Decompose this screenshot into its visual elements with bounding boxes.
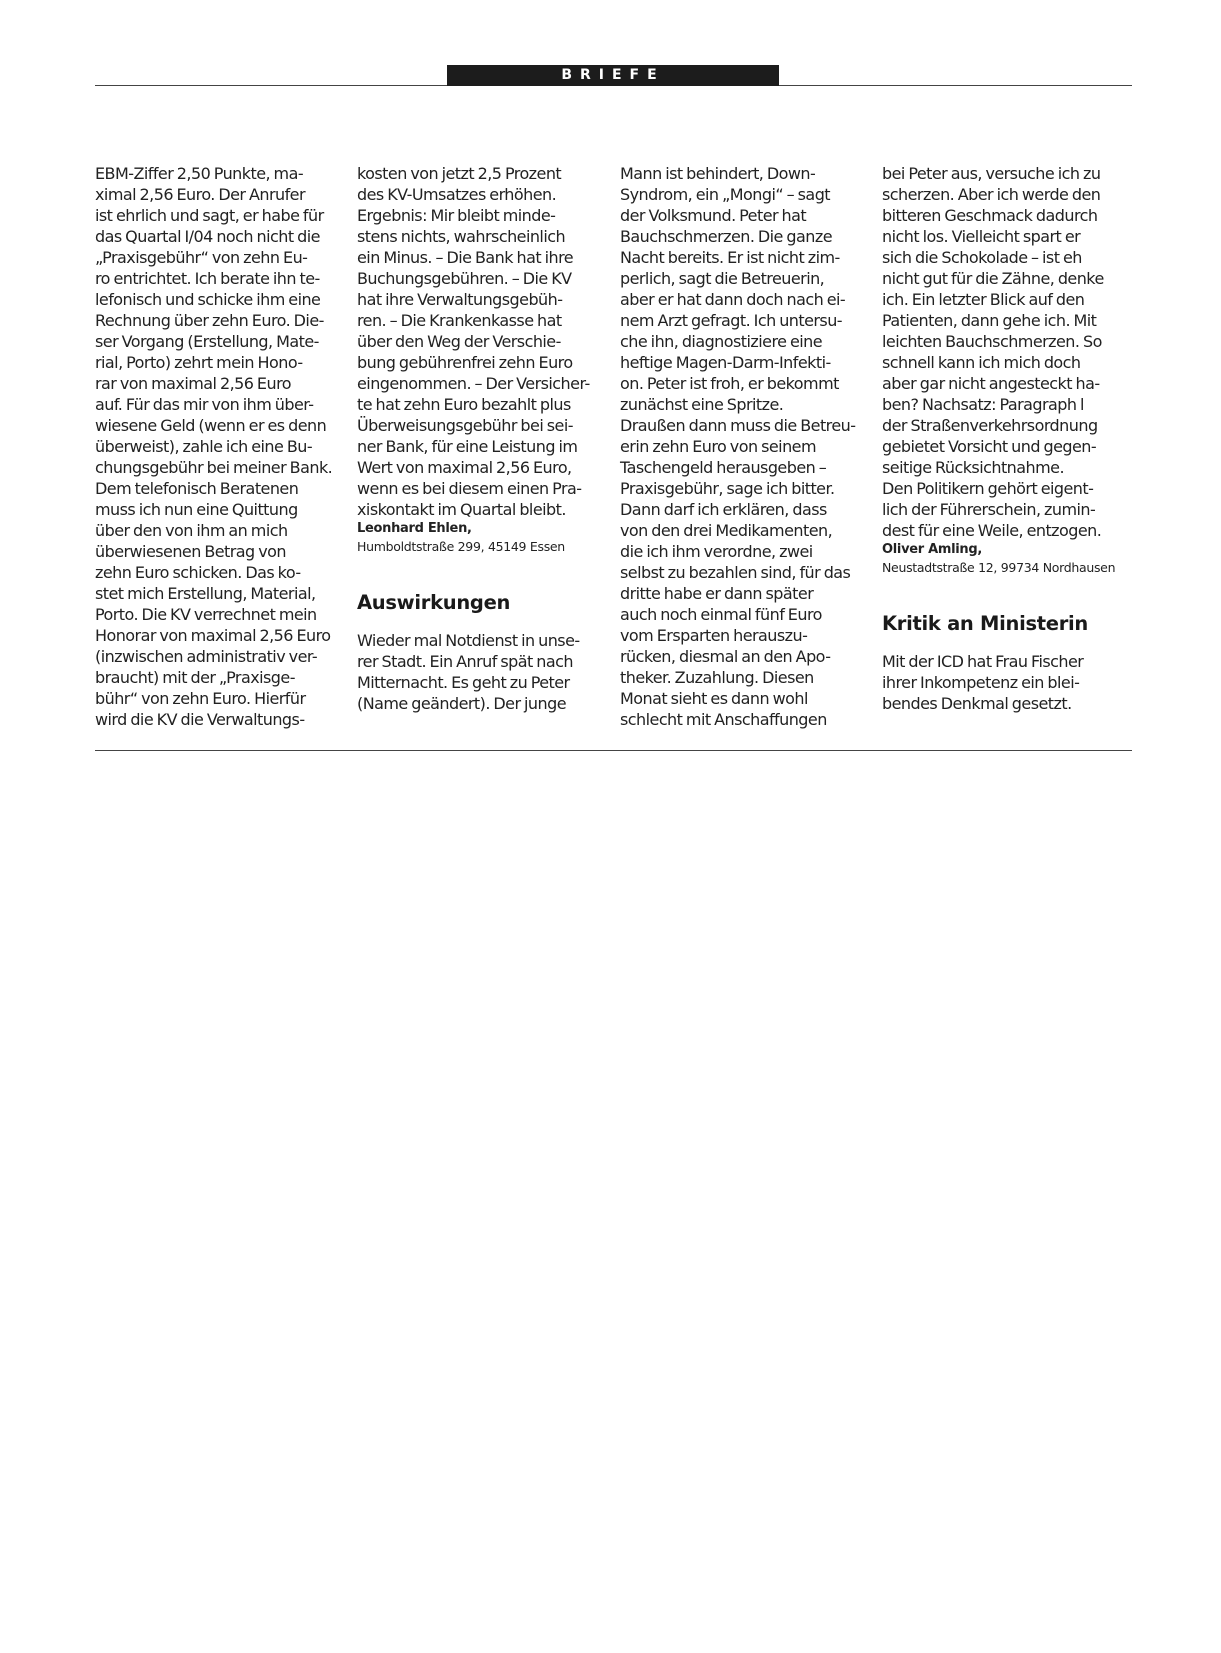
column-2 xyxy=(357,163,609,714)
text-line: Porto. Die KV verrechnet mein xyxy=(95,605,317,624)
text-line: von den drei Medikamenten, xyxy=(620,521,833,540)
text-line: ben? Nachsatz: Paragraph l xyxy=(882,395,1084,414)
text-line: zehn Euro schicken. Das ko- xyxy=(95,563,301,582)
text-line: schlecht mit Anschaffungen xyxy=(620,710,827,729)
text-line: muss ich nun eine Quittung xyxy=(95,500,298,519)
text-line: Honorar von maximal 2,56 Euro xyxy=(95,626,331,645)
text-line: die ich ihm verordne, zwei xyxy=(620,542,813,561)
bottom-rule xyxy=(95,750,1132,751)
letter-address: Humboldtstraße 299, 45149 Essen xyxy=(357,539,565,554)
text-line: (inzwischen administrativ ver- xyxy=(95,647,318,666)
text-line: Wieder mal Notdienst in unse- xyxy=(357,631,580,650)
text-line: ximal 2,56 Euro. Der Anrufer xyxy=(95,185,305,204)
letter-author: Leonhard Ehlen, xyxy=(357,521,472,536)
text-line: zunächst eine Spritze. xyxy=(620,395,784,414)
text-line: aber gar nicht angesteckt ha- xyxy=(882,374,1100,393)
text-line: lefonisch und schicke ihm eine xyxy=(95,290,321,309)
text-line: auch noch einmal fünf Euro xyxy=(620,605,822,624)
letter-body xyxy=(357,630,609,714)
text-line: kosten von jetzt 2,5 Prozent xyxy=(357,164,562,183)
letter-heading: Kritik an Ministerin xyxy=(882,612,1088,635)
text-line: Mitternacht. Es geht zu Peter xyxy=(357,673,570,692)
text-line: bühr“ von zehn Euro. Hierfür xyxy=(95,689,306,708)
text-line: Bauchschmerzen. Die ganze xyxy=(620,227,832,246)
text-line: ist ehrlich und sagt, er habe für xyxy=(95,206,324,225)
text-line: auf. Für das mir von ihm über- xyxy=(95,395,314,414)
letter-body xyxy=(620,163,872,730)
text-line: eingenommen. – Der Versicher- xyxy=(357,374,590,393)
text-line: Draußen dann muss die Betreu- xyxy=(620,416,856,435)
text-line: Dem telefonisch Beratenen xyxy=(95,479,299,498)
text-line: das Quartal I/04 noch nicht die xyxy=(95,227,320,246)
text-line: rücken, diesmal an den Apo- xyxy=(620,647,831,666)
text-line: heftige Magen-Darm-Infekti- xyxy=(620,353,831,372)
text-line: Nacht bereits. Er ist nicht zim- xyxy=(620,248,840,267)
letter-body xyxy=(882,651,1134,714)
text-line: lich der Führerschein, zumin- xyxy=(882,500,1096,519)
text-line: bei Peter aus, versuche ich zu xyxy=(882,164,1101,183)
text-line: chungsgebühr bei meiner Bank. xyxy=(95,458,333,477)
text-line: Wert von maximal 2,56 Euro, xyxy=(357,458,572,477)
text-line: ein Minus. – Die Bank hat ihre xyxy=(357,248,574,267)
text-line: seitige Rücksichtnahme. xyxy=(882,458,1064,477)
text-line: on. Peter ist froh, er bekommt xyxy=(620,374,839,393)
text-line: nem Arzt gefragt. Ich untersu- xyxy=(620,311,843,330)
text-line: aber er hat dann doch nach ei- xyxy=(620,290,846,309)
text-line: rial, Porto) zehrt mein Hono- xyxy=(95,353,303,372)
text-line: über den von ihm an mich xyxy=(95,521,288,540)
text-line: dest für eine Weile, entzogen. xyxy=(882,521,1102,540)
text-line: des KV-Umsatzes erhöhen. xyxy=(357,185,557,204)
text-line: ich. Ein letzter Blick auf den xyxy=(882,290,1085,309)
text-line: der Volksmund. Peter hat xyxy=(620,206,807,225)
text-line: ihrer Inkompetenz ein blei- xyxy=(882,673,1080,692)
text-line: wiesene Geld (wenn er es denn xyxy=(95,416,327,435)
text-line: Taschengeld herausgeben – xyxy=(620,458,827,477)
text-line: theker. Zuzahlung. Diesen xyxy=(620,668,814,687)
text-line: ren. – Die Krankenkasse hat xyxy=(357,311,562,330)
text-line: schnell kann ich mich doch xyxy=(882,353,1081,372)
text-line: rer Stadt. Ein Anruf spät nach xyxy=(357,652,573,671)
text-line: Patienten, dann gehe ich. Mit xyxy=(882,311,1097,330)
text-line: Monat sieht es dann wohl xyxy=(620,689,808,708)
text-line: selbst zu bezahlen sind, für das xyxy=(620,563,851,582)
text-line: xiskontakt im Quartal bleibt. xyxy=(357,500,566,519)
text-line: te hat zehn Euro bezahlt plus xyxy=(357,395,571,414)
text-line: scherzen. Aber ich werde den xyxy=(882,185,1101,204)
text-line: sich die Schokolade – ist eh xyxy=(882,248,1082,267)
text-line: bung gebührenfrei zehn Euro xyxy=(357,353,573,372)
text-line: leichten Bauchschmerzen. So xyxy=(882,332,1102,351)
section-label: BRIEFE xyxy=(447,65,779,86)
text-line: Rechnung über zehn Euro. Die- xyxy=(95,311,324,330)
text-line: der Straßenverkehrsordnung xyxy=(882,416,1098,435)
text-line: Dann darf ich erklären, dass xyxy=(620,500,827,519)
text-line: braucht) mit der „Praxisge- xyxy=(95,668,295,687)
text-line: überwiesenen Betrag von xyxy=(95,542,286,561)
column-4 xyxy=(882,163,1134,714)
text-line: Mann ist behindert, Down- xyxy=(620,164,816,183)
letter-body xyxy=(357,163,609,520)
text-line: dritte habe er dann später xyxy=(620,584,814,603)
letter-body xyxy=(95,163,347,730)
text-line: über den Weg der Verschie- xyxy=(357,332,561,351)
text-line: Mit der ICD hat Frau Fischer xyxy=(882,652,1084,671)
text-line: wenn es bei diesem einen Pra- xyxy=(357,479,582,498)
text-line: (Name geändert). Der junge xyxy=(357,694,566,713)
text-line: überweist), zahle ich eine Bu- xyxy=(95,437,313,456)
text-line: ser Vorgang (Erstellung, Mate- xyxy=(95,332,319,351)
text-line: che ihn, diagnostiziere eine xyxy=(620,332,823,351)
text-line: stet mich Erstellung, Material, xyxy=(95,584,316,603)
text-line: Syndrom, ein „Mongi“ – sagt xyxy=(620,185,831,204)
text-line: Buchungsgebühren. – Die KV xyxy=(357,269,572,288)
column-3 xyxy=(620,163,872,730)
text-line: Überweisungsgebühr bei sei- xyxy=(357,416,573,435)
text-line: wird die KV die Verwaltungs- xyxy=(95,710,305,729)
text-line: perlich, sagt die Betreuerin, xyxy=(620,269,825,288)
text-line: Praxisgebühr, sage ich bitter. xyxy=(620,479,835,498)
letter-heading: Auswirkungen xyxy=(357,591,511,614)
text-line: nicht gut für die Zähne, denke xyxy=(882,269,1104,288)
text-line: hat ihre Verwaltungsgebüh- xyxy=(357,290,563,309)
text-line: „Praxisgebühr“ von zehn Eu- xyxy=(95,248,308,267)
column-1 xyxy=(95,163,347,730)
text-line: ro entrichtet. Ich berate ihn te- xyxy=(95,269,320,288)
text-line: rar von maximal 2,56 Euro xyxy=(95,374,291,393)
text-line: erin zehn Euro von seinem xyxy=(620,437,816,456)
text-line: Den Politikern gehört eigent- xyxy=(882,479,1094,498)
text-line: ner Bank, für eine Leistung im xyxy=(357,437,578,456)
text-line: nicht los. Vielleicht spart er xyxy=(882,227,1081,246)
text-line: bendes Denkmal gesetzt. xyxy=(882,694,1072,713)
letter-address: Neustadtstraße 12, 99734 Nordhausen xyxy=(882,560,1116,575)
text-line: Ergebnis: Mir bleibt minde- xyxy=(357,206,556,225)
text-line: vom Ersparten herauszu- xyxy=(620,626,808,645)
letter-author: Oliver Amling, xyxy=(882,542,983,557)
text-line: stens nichts, wahrscheinlich xyxy=(357,227,566,246)
text-line: EBM-Ziffer 2,50 Punkte, ma- xyxy=(95,164,304,183)
text-line: bitteren Geschmack dadurch xyxy=(882,206,1098,225)
text-line: gebietet Vorsicht und gegen- xyxy=(882,437,1097,456)
letter-body xyxy=(882,163,1134,541)
